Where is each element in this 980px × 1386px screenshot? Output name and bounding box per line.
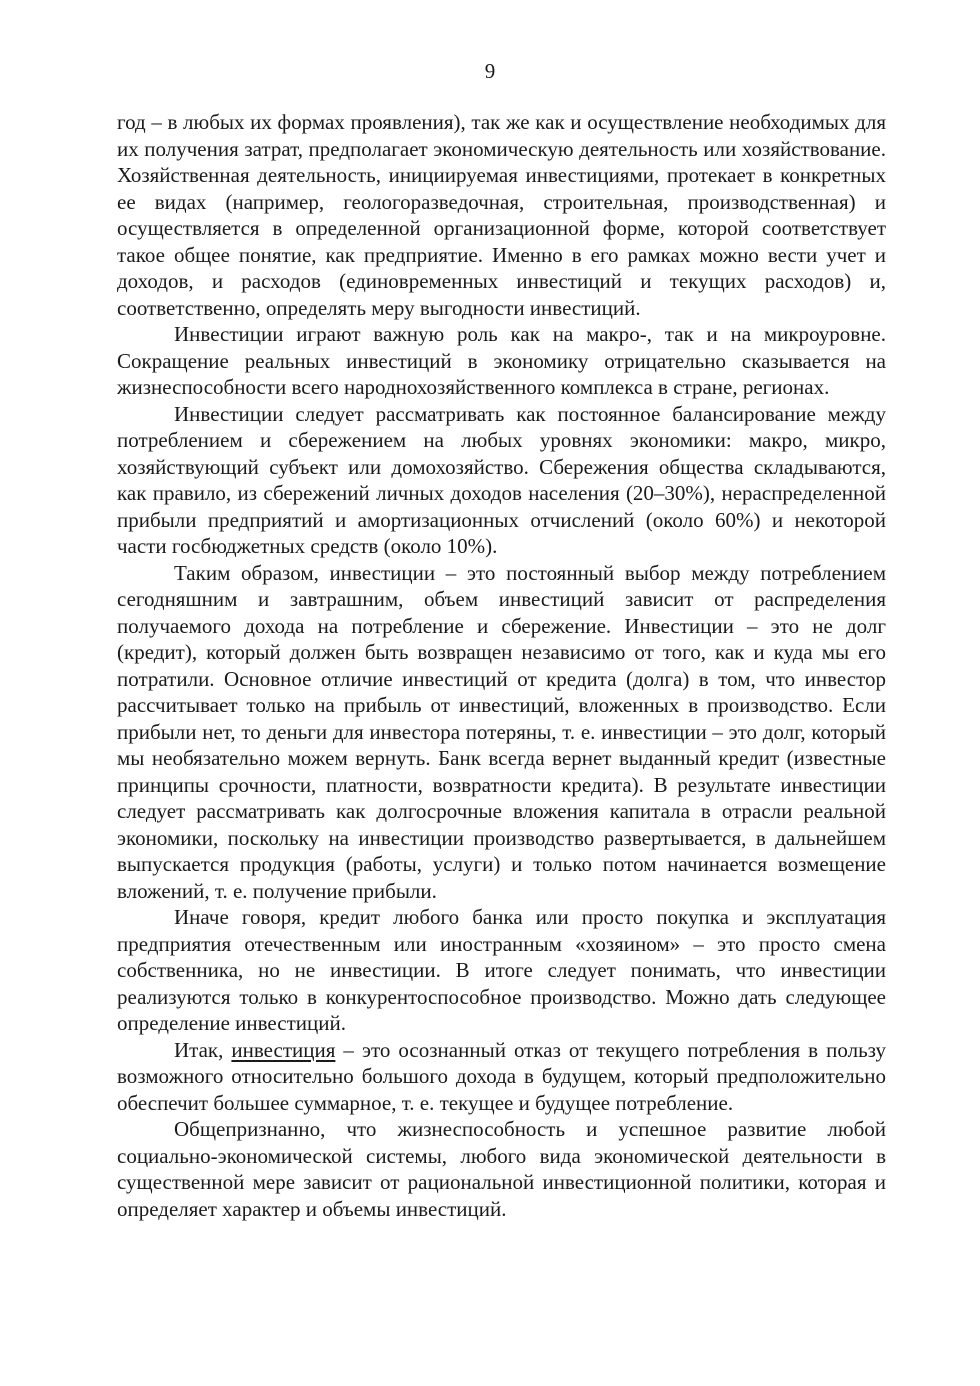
paragraph-savings-balance: Инвестиции следует рассматривать как постоянное балансирование между потреблением и сбережением на любых уровнях экономики: макро, микро, хозяйствующий субъект или домохозяйство. Сбережения общества складываются, как правило, из сбережений личных доходов населения (20–30%), нераспределенной прибыли предприятий и амортизационных отчислений (около 60%) и некоторой части госбюджетных средств (около 10%). (117, 401, 886, 558)
paragraph-investment-policy: Общепризнанно, что жизнеспособность и успешное развитие любой социально-экономической системы, любого вида экономической деятельности в существенной мере зависит от рациональной инвестиционной политики, которая и определяет характер и объемы инвестиций. (117, 1117, 886, 1221)
definition-rest: – это осознанный отказ от текущего потребления в пользу возможного относительно большого дохода в будущем, который предположительно обеспечит большее суммарное, т. е. текущее и будущее потребление. (117, 1037, 886, 1115)
paragraph-continuation: год – в любых их формах проявления), так же как и осуществление необходимых для их получения затрат, предполагает экономическую деятельность или хозяйствование. Хозяйственная деятельность, инициируемая инвестициями, протекает в конкретных ее видах (например, геологоразведочная, строительная, производственная) и осуществляется в определенной организационной форме, которой соответствует такое общее понятие, как предприятие. Именно в его рамках можно вести учет и доходов, и расходов (единовременных инвестиций и текущих расходов) и, соответственно, определять меру выгодности инвестиций. (117, 110, 886, 320)
definition-lead: Итак, (174, 1037, 232, 1062)
paragraph-role-of-investment: Инвестиции играют важную роль как на макро-, так и на микроуровне. Сокращение реальных инвестиций в экономику отрицательно сказывается на жизнеспособности всего народнохозяйственного комплекса в стране, регионах. (117, 322, 886, 399)
paragraph-definition (117, 1037, 886, 1117)
defined-term: инвестиция (231, 1037, 336, 1062)
paragraph-ownership-change: Иначе говоря, кредит любого банка или просто покупка и эксплуатация предприятия отечественным или иностранным «хозяином» – это просто смена собственника, но не инвестиции. В итоге следует понимать, что инвестиции реализуются только в конкурентоспособное производство. Можно дать следующее определение инвестиций. (117, 905, 886, 1035)
page-number: 9 (484, 59, 496, 83)
body-text (117, 109, 886, 1222)
paragraph-investment-vs-credit: Таким образом, инвестиции – это постоянный выбор между потреблением сегодняшним и завтрашним, объем инвестиций зависит от распределения получаемого дохода на потребление и сбережение. Инвестиции – это не долг (кредит), который должен быть возвращен независимо от того, как и куда мы его потратили. Основное отличие инвестиций от кредита (долга) в том, что инвестор рассчитывает только на прибыль от инвестиций, вложенных в производство. Если прибыли нет, то деньги для инвестора потеряны, т. е. инвестиции – это долг, который мы необязательно можем вернуть. Банк всегда вернет выданный кредит (известные принципы срочности, платности, возвратности кредита). В результате инвестиции следует рассматривать как долгосрочные вложения капитала в отрасли реальной экономики, поскольку на инвестиции производство развертывается, в дальнейшем выпускается продукция (работы, услуги) и только потом начинается возмещение вложений, т. е. получение прибыли. (117, 560, 886, 903)
